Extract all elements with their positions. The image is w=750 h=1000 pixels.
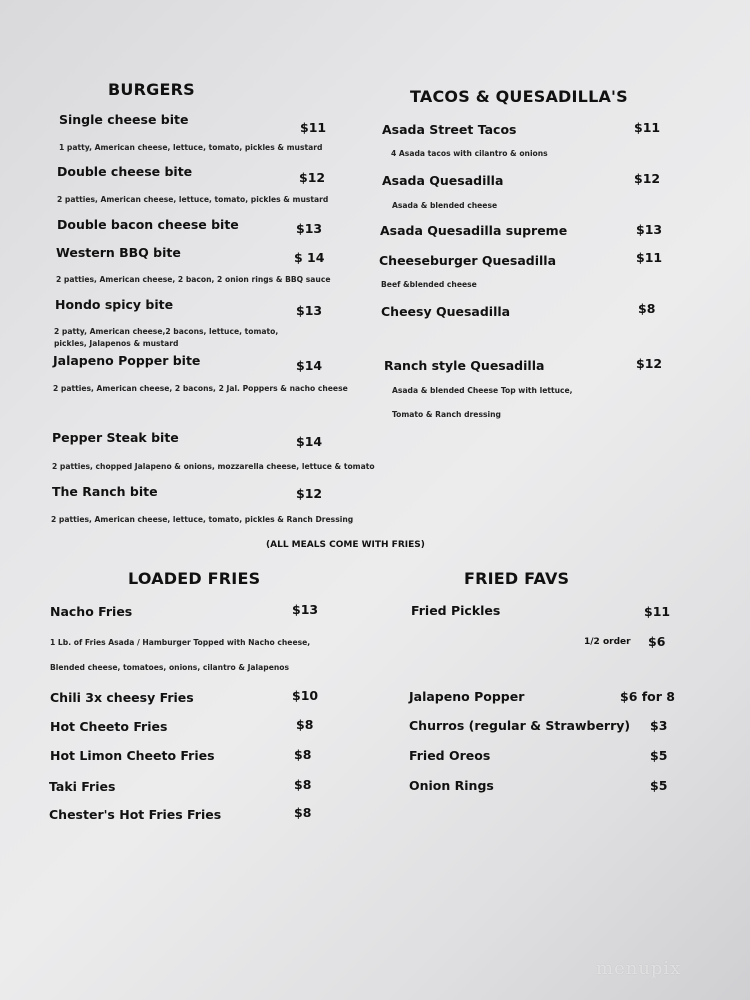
burger-desc: 2 patties, American cheese, lettuce, tomato, pickles & mustard [57,195,329,204]
favs-price: $6 for 8 [620,689,675,704]
taco-name: Ranch style Quesadilla [384,358,545,373]
fries-desc: 1 Lb. of Fries Asada / Hamburger Topped with Nacho cheese, [50,638,311,647]
fries-name: Taki Fries [49,779,116,794]
fries-price: $8 [294,747,312,762]
fries-price: $13 [292,602,319,617]
fries-name: Chili 3x cheesy Fries [50,690,194,705]
taco-price: $12 [634,171,661,186]
loaded-fries-heading: LOADED FRIES [128,569,261,588]
burger-desc: 2 patties, American cheese, 2 bacon, 2 onion rings & BBQ sauce [56,275,331,284]
fries-name: Hot Limon Cheeto Fries [50,748,215,763]
burgers-heading: BURGERS [108,80,195,99]
taco-desc: Tomato & Ranch dressing [392,410,501,419]
fries-price: $8 [296,717,314,732]
favs-name: Onion Rings [409,778,494,793]
burger-desc: 2 patties, American cheese, 2 bacons, 2 Jal. Poppers & nacho cheese [53,384,348,393]
burger-desc: 2 patty, American cheese,2 bacons, lettuce, tomato, [54,327,279,336]
taco-price: $12 [636,356,663,371]
burger-price: $12 [296,486,323,501]
burger-name: Pepper Steak bite [52,430,179,445]
taco-price: $11 [636,250,663,265]
fries-price: $8 [294,805,312,820]
burger-desc: 2 patties, American cheese, lettuce, tomato, pickles & Ranch Dressing [51,515,354,524]
favs-name: Fried Pickles [411,603,501,618]
fries-desc: Blended cheese, tomatoes, onions, cilantro & Jalapenos [50,663,289,672]
burger-desc: 1 patty, American cheese, lettuce, tomato, pickles & mustard [59,143,323,152]
favs-name: Churros (regular & Strawberry) [409,718,631,733]
burger-price: $13 [296,303,323,318]
taco-desc: Asada & blended Cheese Top with lettuce, [392,386,573,395]
fries-price: $10 [292,688,319,703]
burger-name: Double cheese bite [57,164,193,179]
fried-favs-heading: FRIED FAVS [464,569,570,588]
taco-name: Cheeseburger Quesadilla [379,253,557,268]
favs-price: $5 [650,748,668,763]
favs-price: $5 [650,778,668,793]
fries-price: $8 [294,777,312,792]
favs-price: $3 [650,718,668,733]
burger-name: The Ranch bite [52,484,158,499]
burger-price: $13 [296,221,323,236]
taco-price: $8 [638,301,656,316]
watermark-logo: menupix [596,958,682,979]
fries-name: Nacho Fries [50,604,133,619]
burger-price: $14 [296,434,323,449]
favs-price: $11 [644,604,671,619]
taco-price: $13 [636,222,663,237]
burger-price: $12 [299,170,326,185]
burger-name: Single cheese bite [59,112,189,127]
burger-name: Hondo spicy bite [55,297,174,312]
half-order-label: 1/2 order [584,637,631,647]
taco-desc: 4 Asada tacos with cilantro & onions [391,149,548,158]
taco-desc: Asada & blended cheese [392,201,498,210]
favs-name: Fried Oreos [409,748,491,763]
burger-desc: 2 patties, chopped Jalapeno & onions, mozzarella cheese, lettuce & tomato [52,462,375,471]
fries-name: Chester's Hot Fries Fries [49,807,222,822]
burger-price: $ 14 [294,250,325,265]
favs-name: Jalapeno Popper [409,689,525,704]
taco-name: Asada Street Tacos [382,122,517,137]
fries-name: Hot Cheeto Fries [50,719,168,734]
half-order-price: $6 [648,634,666,649]
burger-name: Jalapeno Popper bite [53,353,201,368]
burger-name: Double bacon cheese bite [57,217,239,232]
burger-name: Western BBQ bite [56,245,181,260]
tacos-heading: TACOS & QUESADILLA'S [410,87,628,106]
burger-price: $11 [300,120,327,135]
taco-price: $11 [634,120,661,135]
taco-name: Cheesy Quesadilla [381,304,511,319]
burger-price: $14 [296,358,323,373]
burger-desc: pickles, Jalapenos & mustard [54,339,179,348]
taco-name: Asada Quesadilla [382,173,504,188]
meals-note: (ALL MEALS COME WITH FRIES) [266,540,425,550]
taco-name: Asada Quesadilla supreme [380,223,568,238]
taco-desc: Beef &blended cheese [381,280,477,289]
